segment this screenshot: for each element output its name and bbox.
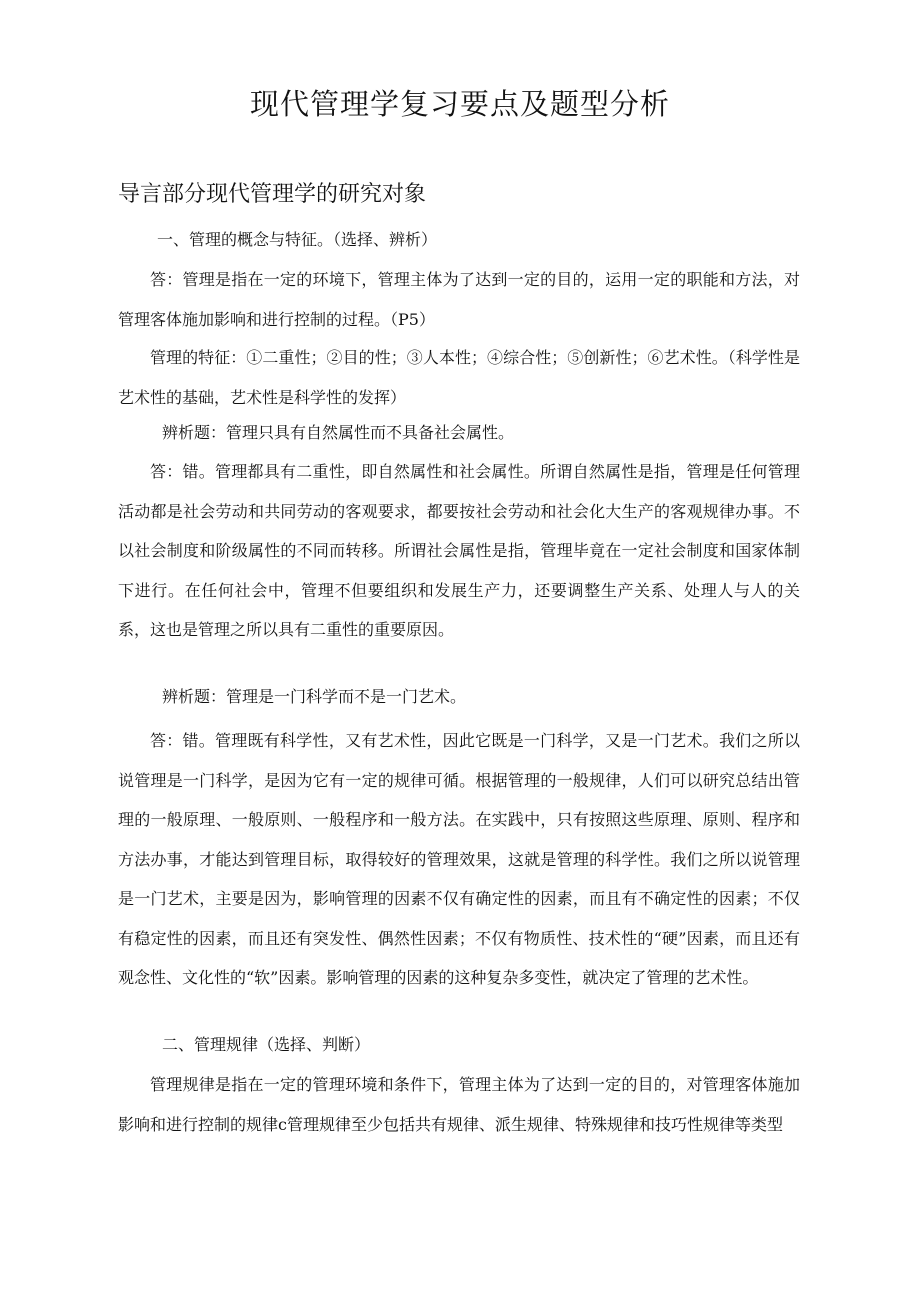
heading-management-laws: 二、管理规律（选择、判断）	[162, 1035, 371, 1054]
paragraph-management-laws: 管理规律是指在一定的管理环境和条件下，管理主体为了达到一定的目的，对管理客体施加影响和进行控制的规律c管理规律至少包括共有规律、派生规律、特殊规律和技巧性规律等类型	[118, 1075, 800, 1134]
section-title: 导言部分现代管理学的研究对象	[118, 182, 427, 207]
question-1: 辨析题：管理只具有自然属性而不具备社会属性。	[162, 423, 515, 442]
paragraph-definition: 答：管理是指在一定的环境下，管理主体为了达到一定的目的，运用一定的职能和方法，对管理客体施加影响和进行控制的过程。（P5）	[118, 270, 800, 329]
paragraph-features: 管理的特征：①二重性；②目的性；③人本性；④综合性；⑤创新性；⑥艺术性。（科学性是艺术性的基础，艺术性是科学性的发挥）	[118, 348, 800, 407]
question-2: 辨析题：管理是一门科学而不是一门艺术。	[162, 687, 467, 706]
answer-1: 答：错。管理都具有二重性，即自然属性和社会属性。所谓自然属性是指，管理是任何管理活动都是社会劳动和共同劳动的客观要求，都要按社会劳动和社会化大生产的客观规律办事。不以社会制度和阶级属性的不同而转移。所谓社会属性是指，管理毕竟在一定社会制度和国家体制下进行。在任何社会中，管理不但要组织和发展生产力，还要调整生产关系、处理人与人的关系，这也是管理之所以具有二重性的重要原因。	[118, 462, 800, 639]
answer-2: 答：错。管理既有科学性，又有艺术性，因此它既是一门科学，又是一门艺术。我们之所以说管理是一门科学，是因为它有一定的规律可循。根据管理的一般规律，人们可以研究总结出管理的一般原理、一般原则、一般程序和一般方法。在实践中，只有按照这些原理、原则、程序和方法办事，才能达到管理目标，取得较好的管理效果，这就是管理的科学性。我们之所以说管理是一门艺术，主要是因为，影响管理的因素不仅有确定性的因素，而且有不确定性的因素；不仅有稳定性的因素，而且还有突发性、偶然性因素；不仅有物质性、技术性的“硬”因素，而且还有观念性、文化性的“软”因素。影响管理的因素的这种复杂多变性，就决定了管理的艺术性。	[118, 731, 800, 987]
heading-concept-features: 一、管理的概念与特征。（选择、辨析）	[157, 230, 438, 249]
document-title: 现代管理学复习要点及题型分析	[249, 87, 670, 121]
